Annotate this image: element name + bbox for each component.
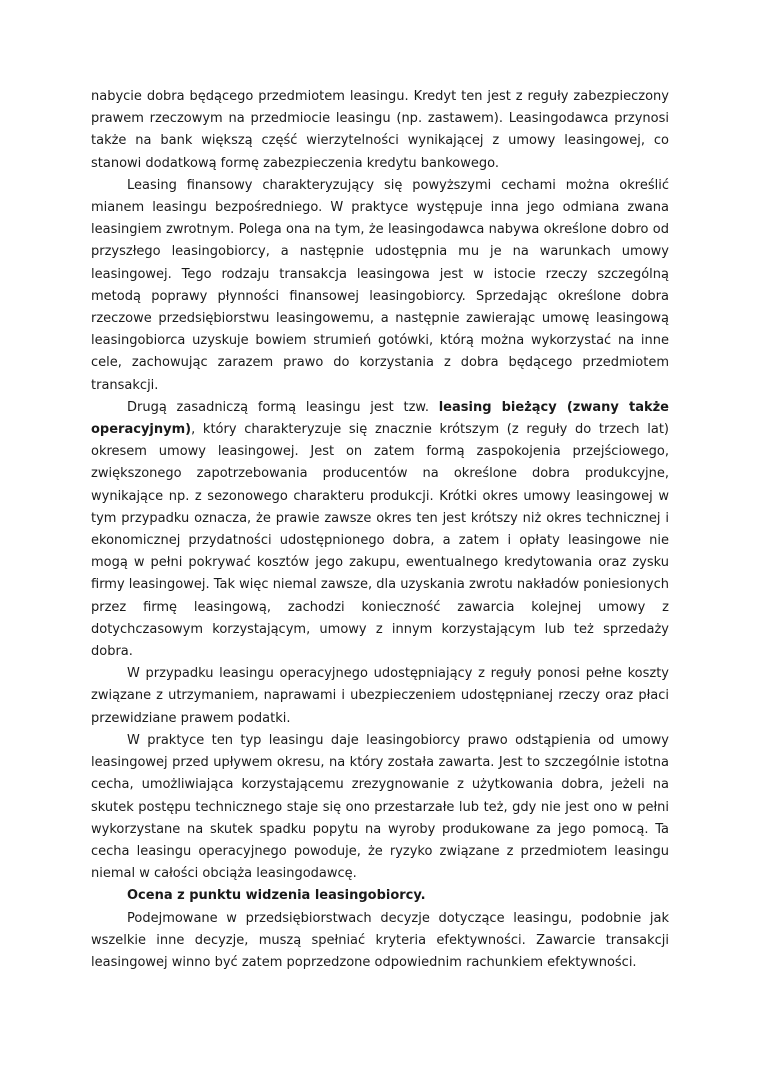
- paragraph-continuation: nabycie dobra będącego przedmiotem leasingu. Kredyt ten jest z reguły zabezpieczony prawem rzeczowym na przedmiocie leasingu (np. zastawem). Leasingodawca przynosi także na bank większą część wierzytelności wynikającej z umowy leasingowej, co stanowi dodatkową formę zabezpieczenia kredytu bankowego.: [91, 89, 669, 171]
- section-heading: Ocena z punktu widzenia leasingobiorcy.: [127, 888, 426, 904]
- paragraph-koszty: W przypadku leasingu operacyjnego udostępniający z reguły ponosi pełne koszty związane z utrzymaniem, naprawami i ubezpieczeniem udostępnianej rzeczy oraz płaci przewidziane prawem podatki.: [91, 666, 669, 726]
- paragraph-leasing-biezacy: [91, 397, 669, 663]
- paragraph-text-before: Drugą zasadniczą formą leasingu jest tzw.: [127, 399, 439, 415]
- paragraph-odstapienie: W praktyce ten typ leasingu daje leasingobiorcy prawo odstąpienia od umowy leasingowej przed upływem okresu, na który została zawarta. Jest to szczególnie istotna cecha, umożliwiająca korzystającemu zrezygnowanie z użytkowania dobra, jeżeli na skutek postępu technicznego staje się ono przestarzałe lub też, gdy nie jest ono w pełni wykorzystane na skutek spadku popytu na wyroby produkowane za jego pomocą. Ta cecha leasingu operacyjnego powoduje, że ryzyko związane z przedmiotem leasingu niemal w całości obciąża leasingodawcę.: [91, 732, 669, 882]
- paragraph-final: Podejmowane w przedsiębiorstwach decyzje dotyczące leasingu, podobnie jak wszelkie inne decyzje, muszą spełniać kryteria efektywności. Zawarcie transakcji leasingowej winno być zatem poprzedzone odpowiednim rachunkiem efektywności.: [91, 910, 669, 970]
- bold-term: leasing bieżący (zwany także operacyjnym): [91, 399, 669, 438]
- paragraph-text-after: , który charakteryzuje się znacznie krótszym (z reguły do trzech lat) okresem umowy leasingowej. Jest on zatem formą zaspokojenia przejściowego, zwiększonego zapotrzebowania producentów na określone dobra produkcyjne, wynikające np. z sezonowego charakteru produkcji. Krótki okres umowy leasingowej w tym przypadku oznacza, że prawie zawsze okres ten jest krótszy niż okres technicznej i ekonomicznej przydatności udostępnionego dobra, a zatem i opłaty leasingowe nie mogą w pełni pokrywać kosztów jego zakupu, ewentualnego kredytowania oraz zysku firmy leasingowej. Tak więc niemal zawsze, dla uzyskania zwrotu nakładów poniesionych przez firmę leasingową, zachodzi konieczność zawarcia kolejnej umowy z dotychczasowym korzystającym, umowy z innym korzystającym lub też sprzedaży dobra.: [91, 422, 669, 660]
- paragraph-leasing-zwrotny: Leasing finansowy charakteryzujący się powyższymi cechami można określić mianem leasingu bezpośredniego. W praktyce występuje inna jego odmiana zwana leasingiem zwrotnym. Polega ona na tym, że leasingodawca nabywa określone dobro od przyszłego leasingobiorcy, a następnie udostępnia mu je na warunkach umowy leasingowej. Tego rodzaju transakcja leasingowa jest w istocie rzeczy szczególną metodą poprawy płynności finansowej leasingobiorcy. Sprzedając określone dobra rzeczowe przedsiębiorstwu leasingowemu, a następnie zawierając umowę leasingową leasingobiorca uzyskuje bowiem strumień gotówki, którą można wykorzystać na inne cele, zachowując zarazem prawo do korzystania z dobra będącego przedmiotem transakcji.: [91, 177, 669, 393]
